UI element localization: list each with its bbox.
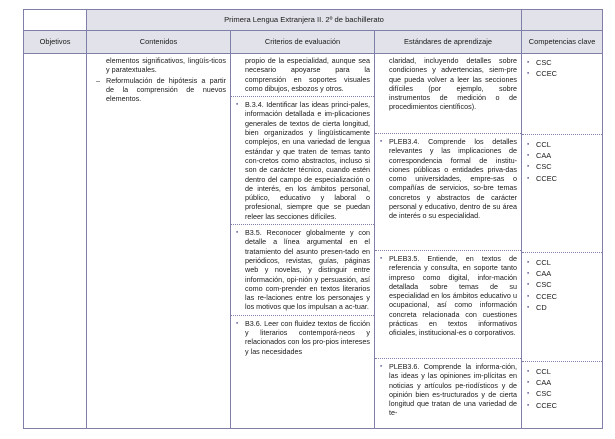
competencia-label: CSC: [536, 280, 552, 290]
bullet-icon: ▪: [527, 141, 530, 148]
header-contenidos: Contenidos: [87, 31, 231, 54]
estandar-text: PLEB3.5. Entiende, en textos de referencia y consulta, en soporte tanto impreso como digital, infor-mación detallada sobre temas de su especialidad en los ámbitos educativo u ocupacional, así como información concreta relacionada con cuestiones prácticas en textos informativos oficiales, institucional-es o corporativos.: [389, 254, 518, 338]
competencia-item: [527, 279, 598, 290]
objetivos-cell: [24, 54, 87, 429]
dash-glyph: –: [96, 75, 100, 85]
estandares-separator: [375, 133, 521, 134]
bullet-icon: ▪: [527, 379, 530, 387]
competencia-item: [527, 291, 598, 302]
competencia-label: CCEC: [536, 291, 557, 301]
contenidos-cell: [87, 54, 231, 429]
contenidos-item: [92, 76, 226, 104]
competencia-item: [527, 302, 598, 313]
competencia-label: CCL: [536, 367, 551, 376]
competencia-item: [527, 68, 598, 79]
title-row-right-cell: [522, 10, 603, 31]
competencia-label: CD: [536, 302, 547, 312]
competencia-label: CSC: [536, 58, 552, 67]
bullet-icon: ▪: [236, 319, 239, 327]
bullet-icon: ▪: [527, 174, 530, 182]
estandar-pleb3-5: [380, 254, 517, 355]
competencias-group: [527, 138, 598, 249]
competencia-item: [527, 57, 598, 68]
bullet-icon: ▪: [527, 292, 530, 300]
bullet-icon: ▪: [236, 229, 239, 237]
competencia-item: [527, 377, 598, 388]
competencia-item: [527, 257, 598, 268]
competencias-separator: [522, 361, 602, 362]
contenidos-continuation: elementos significativos, lingüís-ticos y paratextuales.: [106, 56, 226, 75]
competencias-cell: [522, 54, 603, 429]
competencias-group: [527, 56, 598, 131]
competencia-label: CCEC: [536, 400, 557, 410]
bullet-icon: ▪: [236, 101, 239, 109]
header-objetivos: Objetivos: [24, 31, 87, 54]
competencia-item: [527, 173, 598, 184]
bullet-icon: ▪: [527, 281, 530, 289]
estandar-text: PLEB3.6. Comprende la informa-ción, las ideas y las opiniones im-plícitas en noticias y artículos pe-riodísticos y de opinión bien es-tructurados y de cierta longitud que tratan de una variedad de te-: [389, 362, 518, 418]
criterios-separator: [231, 315, 374, 316]
estandar-continuation: claridad, incluyendo detalles sobre condiciones y advertencias, siem-pre que pueda volver a leer las secciones difíciles (por ejemplo, sobre instrumentos de medición o de procedimientos científicos).: [389, 56, 518, 112]
competencias-group: [527, 365, 598, 411]
title-row: [24, 10, 603, 31]
estandar-pleb3-6: [380, 362, 517, 418]
competencia-item: [527, 161, 598, 172]
criterios-separator: [231, 96, 374, 97]
bullet-icon: ▪: [527, 152, 530, 160]
criterios-continuation: propio de la especialidad, aunque sea necesario apoyarse para la comprensión en soportes visuales como dibujos, esbozos y otros.: [245, 56, 370, 93]
competencia-label: CCL: [536, 140, 551, 149]
bullet-icon: ▪: [380, 255, 383, 262]
estandares-separator: [375, 250, 521, 251]
estandares-separator: [375, 358, 521, 359]
criterio-text: B.3.4. Identificar las ideas princi-pales, información detallada e im-plicaciones generales de textos de cierta longitud, bien organizados y lingüísticamente complejos, en una variedad de lengua estándar y que traten de temas tanto con-cretos como abstractos, incluso si son de carácter técnico, cuando estén dentro del campo de especialización o de interés, en los ámbitos personal, público, educativo y laboral o profesional, siempre que se puedan releer las secciones difíciles.: [245, 100, 370, 221]
criterio-b3-4: [236, 100, 370, 221]
bullet-icon: ▪: [527, 303, 530, 311]
competencia-item: [527, 388, 598, 399]
bullet-icon: ▪: [527, 259, 530, 266]
curriculum-table: [23, 9, 603, 429]
competencia-label: CAA: [536, 378, 552, 388]
competencia-item: [527, 366, 598, 377]
bullet-icon: ▪: [527, 70, 530, 78]
title-row-blank-cell: [24, 10, 87, 31]
bullet-icon: ▪: [527, 59, 530, 66]
header-row: [24, 31, 603, 54]
content-row: [24, 54, 603, 429]
bullet-icon: ▪: [527, 270, 530, 278]
estandares-cell: [375, 54, 522, 429]
bullet-icon: ▪: [527, 401, 530, 409]
header-criterios: Criterios de evaluación: [231, 31, 375, 54]
bullet-icon: ▪: [380, 363, 383, 370]
bullet-icon: ▪: [527, 163, 530, 171]
contenidos-item-text: Reformulación de hipótesis a partir de la comprensión de nuevos elementos.: [106, 75, 226, 104]
estandar-pleb3-4: [380, 137, 517, 247]
bullet-icon: ▪: [380, 138, 383, 145]
competencia-label: CAA: [536, 151, 552, 161]
competencia-label: CCL: [536, 258, 551, 267]
competencia-label: CCEC: [536, 173, 557, 183]
competencia-item: [527, 139, 598, 150]
header-estandares: Estándares de aprendizaje: [375, 31, 522, 54]
competencia-item: [527, 400, 598, 411]
competencia-item: [527, 268, 598, 279]
competencia-item: [527, 150, 598, 161]
competencias-separator: [522, 252, 602, 253]
criterio-b3-5: [236, 228, 370, 312]
criterios-separator: [231, 224, 374, 225]
criterio-text: B3.5. Reconocer globalmente y con detalle a línea argumental en el tratamiento del asunto presen-tado en periódicos, revistas, guías, páginas web y novelas, y distinguir entre información, opi-nión y persuasión, así como com-prender en textos literarios las re-laciones entre los personajes y los motivos que los impulsan a ac-tuar.: [245, 228, 370, 312]
competencia-label: CAA: [536, 269, 552, 279]
bullet-icon: ▪: [527, 368, 530, 375]
estandar-text: PLEB3.4. Comprende los detalles relevantes y las implicaciones de correspondencia formal de institu-ciones públicas o entidades priva-das como universidades, empre-sas o compañías de servicios, so-bre temas concretos y abstractos de carácter personal y educativo, dentro de su área de interés o su especialidad.: [389, 137, 518, 221]
competencia-label: CSC: [536, 162, 552, 172]
criterios-cell: [231, 54, 375, 429]
competencias-group: [527, 256, 598, 358]
table-title: Primera Lengua Extranjera II. 2º de bachillerato: [87, 10, 522, 31]
criterio-b3-6: [236, 319, 370, 356]
competencia-label: CCEC: [536, 69, 557, 79]
competencia-label: CSC: [536, 389, 552, 399]
bullet-icon: ▪: [527, 390, 530, 398]
competencias-separator: [522, 134, 602, 135]
header-competencias: Competencias clave: [522, 31, 603, 54]
criterio-text: B3.6. Leer con fluidez textos de ficción y literarios contemporá-neos y relacionados con los pro-pios intereses y las necesidades: [245, 318, 370, 356]
